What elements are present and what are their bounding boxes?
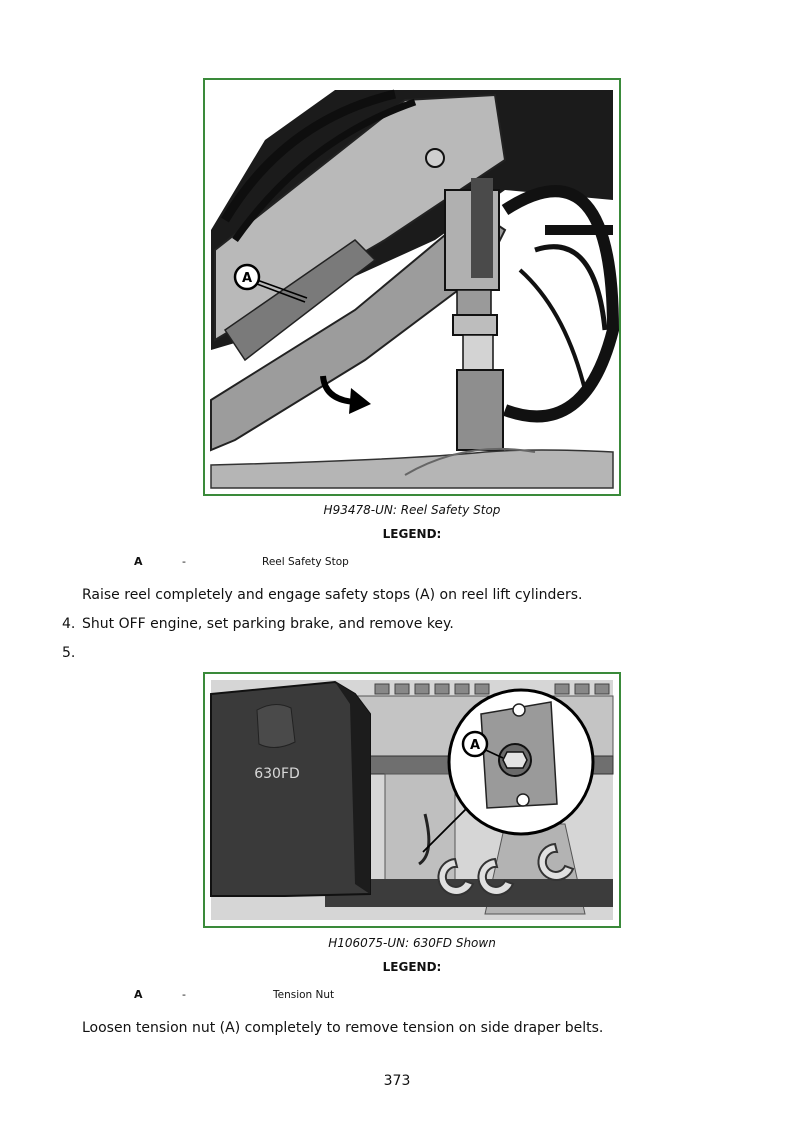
tension-nut-illustration — [205, 674, 619, 926]
figure1-legend-key: A — [134, 555, 143, 568]
model-label: 630FD — [254, 766, 300, 782]
figure2-legend-key: A — [134, 988, 143, 1001]
reel-safety-stop-illustration — [205, 80, 619, 494]
figure1-legend-value: Reel Safety Stop — [262, 556, 349, 568]
callout-a-label: A — [241, 271, 253, 286]
page-number: 373 — [383, 1073, 411, 1089]
step4-text: Shut OFF engine, set parking brake, and remove key. — [82, 616, 454, 632]
step5-number: 5. — [62, 645, 76, 661]
figure2-legend-value: Tension Nut — [273, 989, 335, 1001]
figure1-caption: H93478-UN: Reel Safety Stop — [323, 503, 501, 517]
step3-text: Raise reel completely and engage safety stops (A) on reel lift cylinders. — [82, 587, 583, 603]
figure-reel-safety-stop — [203, 78, 621, 496]
callout-a2-label: A — [469, 738, 481, 753]
step4-number: 4. — [62, 616, 76, 632]
step5-text: Loosen tension nut (A) completely to remove tension on side draper belts. — [82, 1020, 604, 1036]
figure1-legend-dash: - — [182, 555, 186, 568]
figure2-legend-dash: - — [182, 988, 186, 1001]
figure1-legend-title: LEGEND: — [382, 527, 442, 541]
figure2-caption: H106075-UN: 630FD Shown — [328, 936, 496, 950]
figure-630fd-tension-nut — [203, 672, 621, 928]
figure2-legend-title: LEGEND: — [382, 960, 442, 974]
